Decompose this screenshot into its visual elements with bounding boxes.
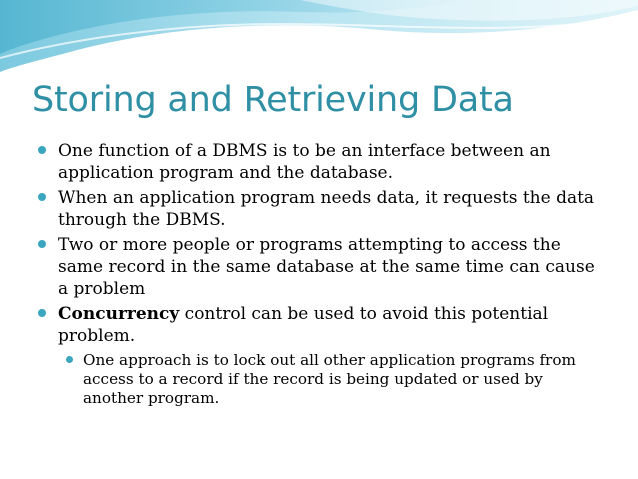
sub-bullet-text: One approach is to lock out all other application programs from access to a record if the record is being updated or used by another program. — [83, 351, 576, 407]
bullet-text: Two or more people or programs attempting to access the same record in the same database at the same time can cause a problem — [58, 235, 595, 299]
sub-bullet-dot-icon — [66, 356, 73, 363]
bullet-text: When an application program needs data, it requests the data through the DBMS. — [58, 188, 595, 230]
bullet-dot-icon — [38, 309, 46, 317]
bullet-text: control can be used to avoid this potential problem. — [58, 304, 549, 346]
slide-title: Storing and Retrieving Data — [32, 80, 514, 120]
bullet-emphasis-text: Concurrency — [58, 304, 180, 324]
bullet-item — [38, 303, 598, 408]
sub-bullet-item — [58, 351, 598, 408]
bullet-item — [38, 187, 598, 231]
bullet-list — [38, 140, 598, 411]
bullet-text: One function of a DBMS is to be an interface between an application program and the database. — [58, 141, 551, 183]
bullet-item — [38, 140, 598, 184]
bullet-dot-icon — [38, 193, 46, 201]
bullet-dot-icon — [38, 146, 46, 154]
sub-bullet-list — [58, 351, 598, 408]
bullet-item — [38, 234, 598, 300]
bullet-dot-icon — [38, 240, 46, 248]
header-wave-decoration — [0, 0, 638, 80]
